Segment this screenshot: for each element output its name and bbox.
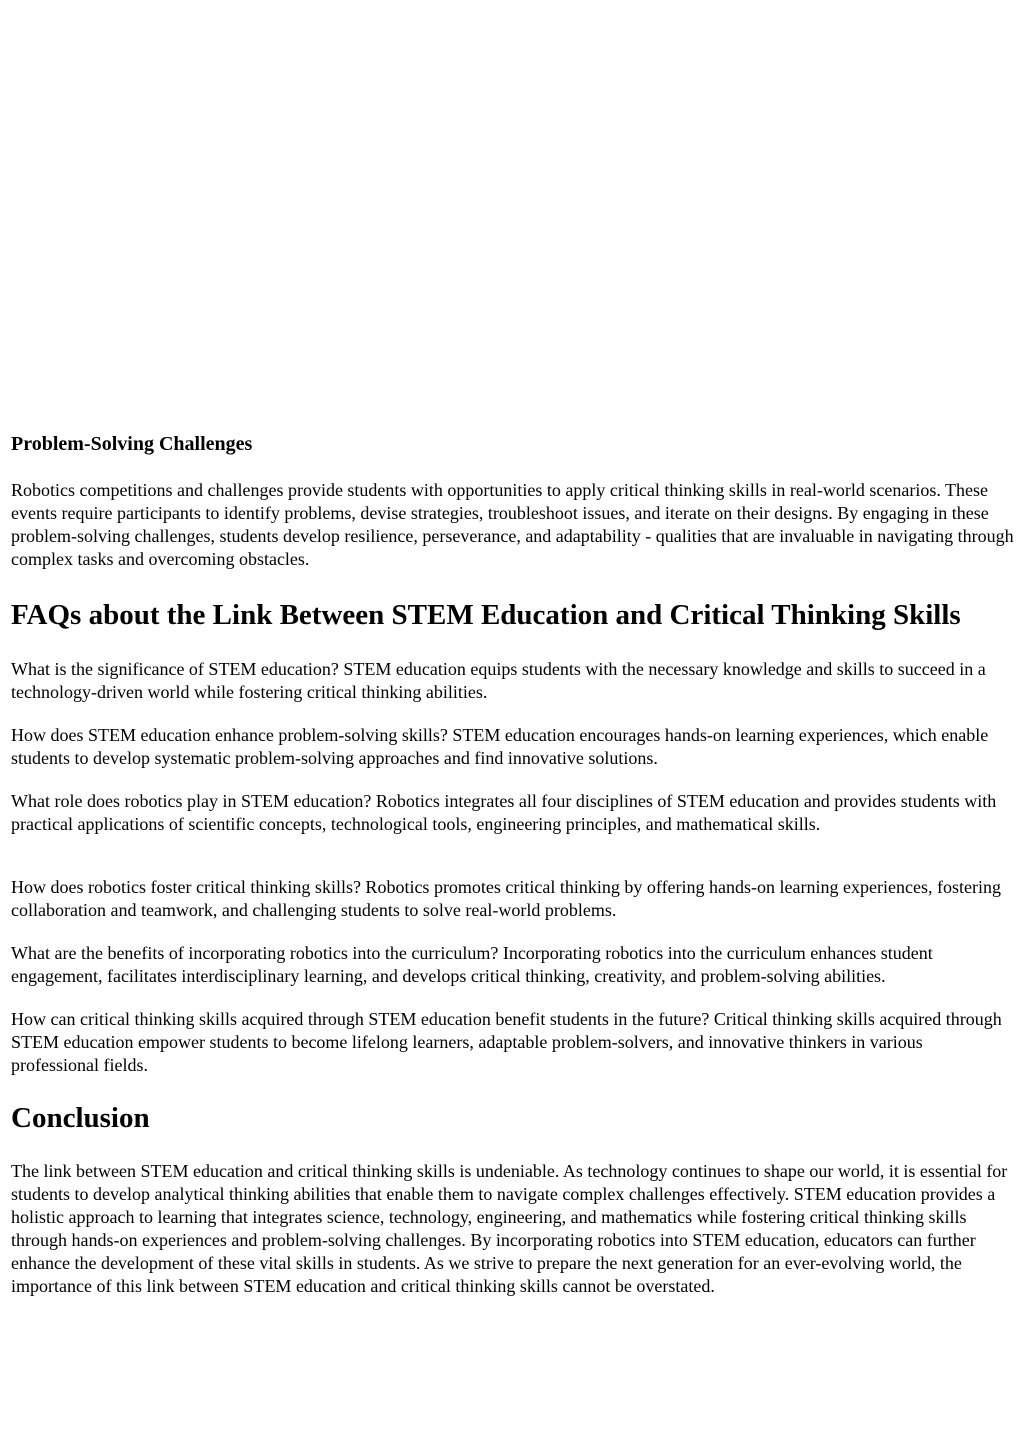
faq-item-1: What is the significance of STEM education? STEM education equips students with the necessary knowledge and skills to succeed in a technology-driven world while fostering critical thinking abilities.	[11, 659, 986, 702]
article-page	[11, 0, 1015, 1318]
faq-item-5: What are the benefits of incorporating robotics into the curriculum? Incorporating robotics into the curriculum enhances student engagement, facilitates interdisciplinary learning, and develops critical thinking, creativity, and problem-solving abilities.	[11, 943, 933, 986]
faq-item-3: What role does robotics play in STEM education? Robotics integrates all four disciplines of STEM education and provides students with practical applications of scientific concepts, technological tools, engineering principles, and mathematical skills.	[11, 791, 997, 834]
conclusion-heading: Conclusion	[11, 1102, 150, 1134]
faq-item-2: How does STEM education enhance problem-solving skills? STEM education encourages hands-on learning experiences, which enable students to develop systematic problem-solving approaches and find innovative solutions.	[11, 725, 989, 768]
blank-top-area	[11, 0, 1015, 432]
faqs-heading: FAQs about the Link Between STEM Education and Critical Thinking Skills	[11, 599, 961, 631]
problem-solving-heading: Problem-Solving Challenges	[11, 433, 253, 455]
conclusion-paragraph: The link between STEM education and critical thinking skills is undeniable. As technology continues to shape our world, it is essential for students to develop analytical thinking abilities that enable them to navigate complex challenges effectively. STEM education provides a holistic approach to learning that integrates science, technology, engineering, and mathematics while fostering critical thinking skills through hands-on experiences and problem-solving challenges. By incorporating robotics into STEM education, educators can further enhance the development of these vital skills in students. As we strive to prepare the next generation for an ever-evolving world, the importance of this link between STEM education and critical thinking skills cannot be overstated.	[11, 1161, 1008, 1296]
faq-item-4: How does robotics foster critical thinking skills? Robotics promotes critical thinking by offering hands-on learning experiences, fostering collaboration and teamwork, and challenging students to solve real-world problems.	[11, 877, 1001, 920]
faq-item-6: How can critical thinking skills acquired through STEM education benefit students in the future? Critical thinking skills acquired through STEM education empower students to become lifelong learners, adaptable problem-solvers, and innovative thinkers in various professional fields.	[11, 1009, 1002, 1075]
problem-solving-paragraph: Robotics competitions and challenges provide students with opportunities to apply critical thinking skills in real-world scenarios. These events require participants to identify problems, devise strategies, troubleshoot issues, and iterate on their designs. By engaging in these problem-solving challenges, students develop resilience, perseverance, and adaptability - qualities that are invaluable in navigating through complex tasks and overcoming obstacles.	[11, 480, 1014, 569]
